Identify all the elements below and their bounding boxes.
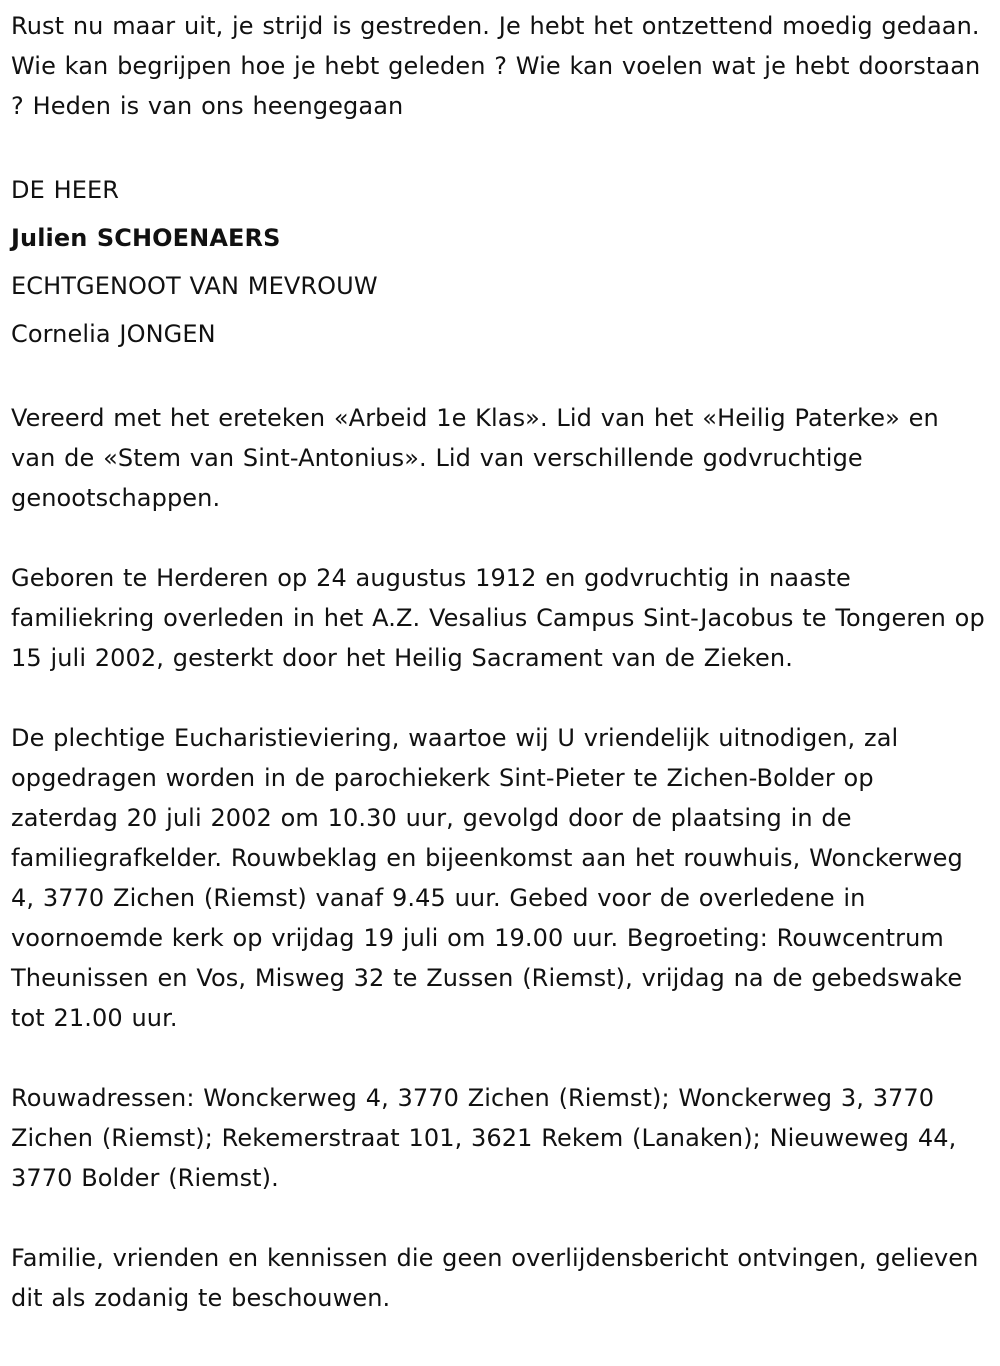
spacer	[11, 518, 986, 558]
deceased-name: Julien SCHOENAERS	[11, 224, 281, 252]
obituary-document	[11, 6, 986, 1318]
spacer	[11, 1198, 986, 1238]
spacer	[11, 126, 986, 166]
relation-line: ECHTGENOOT VAN MEVROUW	[11, 272, 378, 300]
spacer	[11, 358, 986, 398]
intro-paragraph: Rust nu maar uit, je strijd is gestreden. Je hebt het ontzettend moedig gedaan. Wie kan begrijpen hoe je hebt geleden ? Wie kan voelen wat je hebt doorstaan ? Heden is van ons heengegaan	[11, 12, 981, 120]
spacer	[11, 1038, 986, 1078]
spouse-name: Cornelia JONGEN	[11, 320, 216, 348]
honors-paragraph: Vereerd met het ereteken «Arbeid 1e Klas». Lid van het «Heilig Paterke» en van de «Stem van Sint-Antonius». Lid van verschillende godvruchtige genootschappen.	[11, 404, 939, 512]
addresses-paragraph: Rouwadressen: Wonckerweg 4, 3770 Zichen (Riemst); Wonckerweg 3, 3770 Zichen (Riemst); Rekemerstraat 101, 3621 Rekem (Lanaken); Nieuweweg 44, 3770 Bolder (Riemst).	[11, 1084, 957, 1192]
spacer	[11, 678, 986, 718]
closing-paragraph: Familie, vrienden en kennissen die geen overlijdensbericht ontvingen, gelieven dit als zodanig te beschouwen.	[11, 1244, 979, 1312]
ceremony-paragraph: De plechtige Eucharistieviering, waartoe wij U vriendelijk uitnodigen, zal opgedragen worden in de parochiekerk Sint-Pieter te Zichen-Bolder op zaterdag 20 juli 2002 om 10.30 uur, gevolgd door de plaatsing in de familiegrafkelder. Rouwbeklag en bijeenkomst aan het rouwhuis, Wonckerweg 4, 3770 Zichen (Riemst) vanaf 9.45 uur. Gebed voor de overledene in voornoemde kerk op vrijdag 19 juli om 19.00 uur. Begroeting: Rouwcentrum Theunissen en Vos, Misweg 32 te Zussen (Riemst), vrijdag na de gebedswake tot 21.00 uur.	[11, 724, 963, 1032]
birth-death-paragraph: Geboren te Herderen op 24 augustus 1912 en godvruchtig in naaste familiekring overleden in het A.Z. Vesalius Campus Sint-Jacobus te Tongeren op 15 juli 2002, gesterkt door het Heilig Sacrament van de Zieken.	[11, 564, 985, 672]
title-prefix: DE HEER	[11, 176, 120, 204]
